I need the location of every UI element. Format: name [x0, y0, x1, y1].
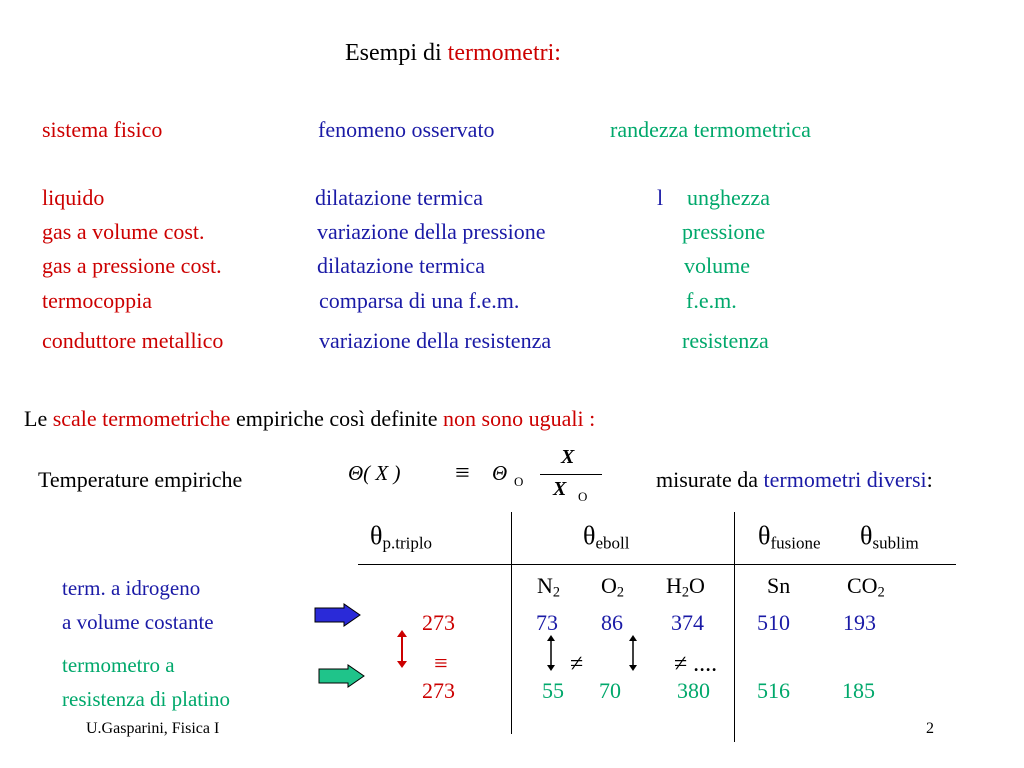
formula-fraction-bar: [540, 474, 602, 475]
hydrogen-label-2: a volume costante: [62, 610, 214, 634]
measured-by: [656, 467, 933, 493]
row-quantity: volume: [684, 253, 750, 278]
row-system: conduttore metallico: [42, 328, 224, 353]
platinum-o2: 70: [599, 678, 621, 703]
platinum-h2o: 380: [677, 678, 710, 703]
row-system: termocoppia: [42, 288, 152, 313]
black-double-arrow-icon: [626, 635, 640, 671]
theta-fusione-sub: fusione: [770, 533, 821, 553]
equiv-symbol: ≡: [434, 651, 448, 677]
hydrogen-triplo: 273: [422, 610, 455, 635]
row-quantity: resistenza: [682, 328, 769, 353]
header-quantity: randezza termometrica: [610, 117, 811, 142]
row-system: gas a pressione cost.: [42, 253, 222, 278]
red-double-arrow-icon: [394, 629, 410, 669]
scales-p2: scale termometriche: [52, 406, 231, 431]
row-system: liquido: [42, 185, 105, 210]
measured-highlight: termometri diversi: [763, 467, 927, 492]
platinum-label-2: resistenza di platino: [62, 687, 230, 711]
header-theta-triplo: [370, 521, 432, 551]
formula-denominator-sub: O: [578, 489, 588, 504]
theta-symbol: θ: [583, 521, 596, 550]
title-highlight: termometri:: [447, 40, 561, 66]
empirical-label: Temperature empiriche: [38, 467, 243, 492]
theta-symbol: θ: [758, 521, 771, 550]
formula-lhs: Θ( X ): [348, 461, 401, 485]
page-title: [345, 40, 561, 67]
hydrogen-co2: 193: [843, 610, 876, 635]
substance-h2o: $H_2O$: [666, 573, 705, 601]
table-divider-2: [734, 512, 735, 742]
header-theta-eboll: [583, 521, 629, 551]
measured-prefix: misurate da: [656, 467, 764, 492]
row-quantity-prefix: l: [657, 185, 664, 210]
measured-suffix: :: [926, 467, 933, 492]
row-quantity: pressione: [682, 219, 766, 244]
footer-author: U.Gasparini, Fisica I: [86, 720, 220, 737]
black-double-arrow-icon: [544, 635, 558, 671]
row-system: gas a volume cost.: [42, 219, 205, 244]
theta-symbol: θ: [370, 521, 383, 550]
formula-theta0-sub: O: [514, 474, 524, 489]
platinum-sn: 516: [757, 678, 790, 703]
formula-denominator: X: [553, 478, 567, 500]
substance-o2: $O_2$: [601, 573, 625, 601]
table-header-rule: [358, 564, 956, 565]
platinum-label-1: termometro a: [62, 653, 175, 677]
substance-co2: $CO_2$: [847, 573, 885, 601]
neq-symbol-1: ≠: [570, 651, 584, 677]
scales-p1: Le: [24, 406, 53, 431]
header-theta-fusione: [758, 521, 821, 551]
row-phenomenon: variazione della resistenza: [319, 328, 552, 353]
row-phenomenon: dilatazione termica: [317, 253, 485, 278]
row-phenomenon: comparsa di una f.e.m.: [319, 288, 520, 313]
theta-triplo-sub: p.triplo: [382, 533, 433, 553]
theta-eboll-sub: eboll: [595, 533, 630, 553]
hydrogen-h2o: 374: [671, 610, 704, 635]
hydrogen-o2: 86: [601, 610, 623, 635]
table-divider-1: [511, 512, 512, 734]
green-arrow-icon: [318, 664, 366, 688]
scales-p4: non sono uguali :: [443, 406, 596, 431]
scales-p3: empiriche così definite: [230, 406, 444, 431]
substance-n2: $N_2$: [537, 573, 561, 601]
header-theta-sublim: [860, 521, 919, 551]
hydrogen-n2: 73: [536, 610, 558, 635]
header-system: sistema fisico: [42, 117, 163, 142]
scales-sentence: [24, 406, 595, 432]
row-quantity: unghezza: [687, 185, 771, 210]
formula-theta0: Θ: [492, 461, 508, 485]
row-phenomenon: dilatazione termica: [315, 185, 483, 210]
neq-symbol-2: ≠ ....: [674, 651, 718, 677]
row-quantity: f.e.m.: [686, 288, 737, 313]
theta-sublim-sub: sublim: [872, 533, 919, 553]
platinum-co2: 185: [842, 678, 875, 703]
formula-numerator: X: [561, 446, 575, 468]
platinum-triplo: 273: [422, 678, 455, 703]
hydrogen-label-1: term. a idrogeno: [62, 576, 201, 600]
title-prefix: Esempi di: [345, 40, 448, 66]
platinum-n2: 55: [542, 678, 564, 703]
page-number: 2: [926, 720, 934, 737]
header-phenomenon: fenomeno osservato: [318, 117, 495, 142]
substance-sn: Sn: [767, 573, 791, 598]
theta-symbol: θ: [860, 521, 873, 550]
row-phenomenon: variazione della pressione: [317, 219, 546, 244]
formula-equiv: ≡: [455, 458, 470, 487]
blue-arrow-icon: [314, 603, 362, 627]
hydrogen-sn: 510: [757, 610, 790, 635]
